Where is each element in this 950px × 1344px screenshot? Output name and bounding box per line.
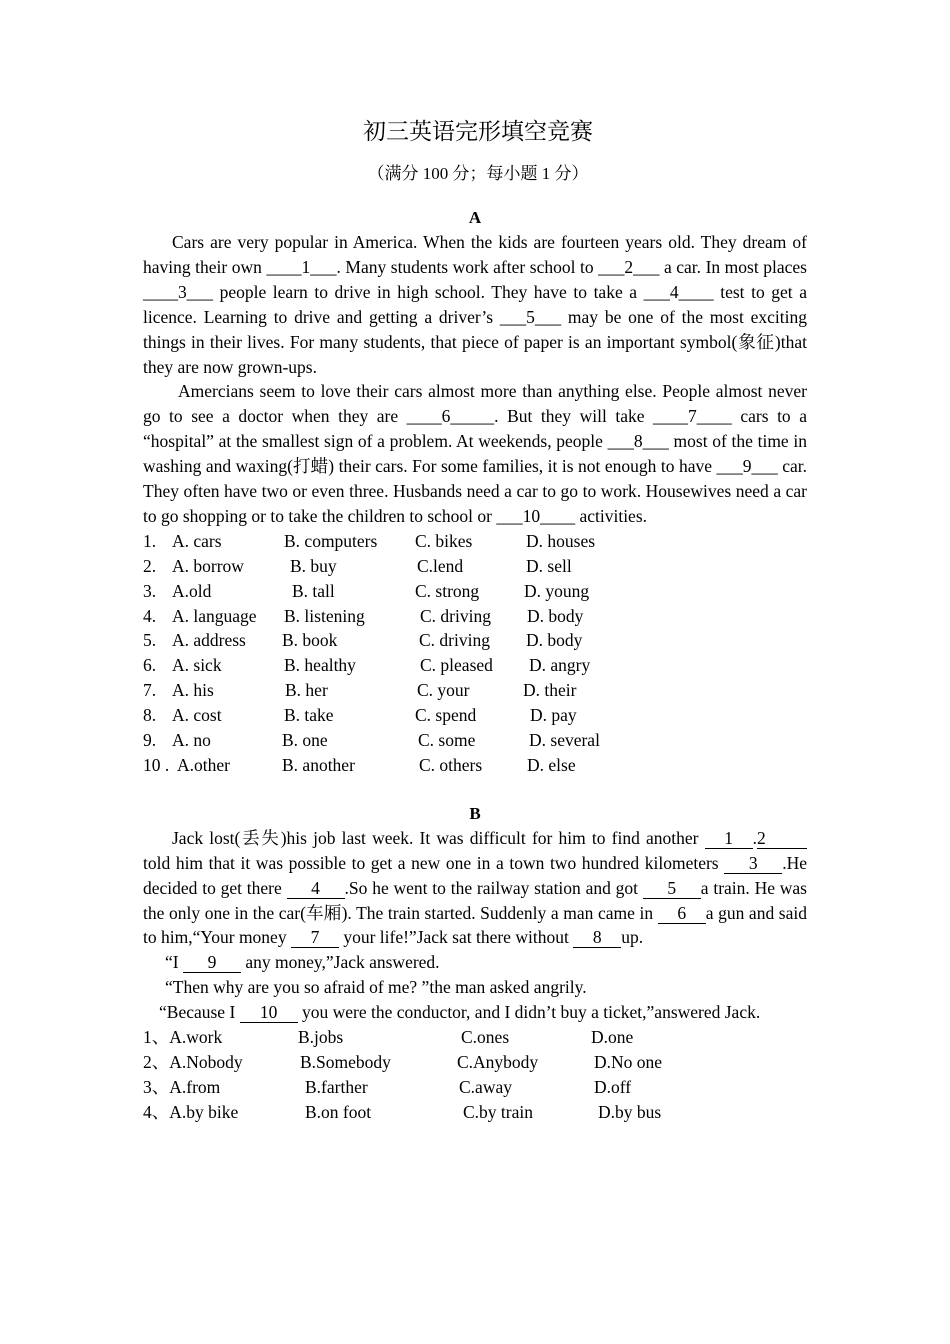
passage-text: Jack lost(丢失)his job last week. It was difficult for him to find another bbox=[172, 827, 705, 848]
option-c: C. some bbox=[418, 730, 476, 750]
option-a: A. borrow bbox=[172, 555, 244, 576]
section-b-paragraph-2 bbox=[143, 950, 807, 975]
blank-10: 10 bbox=[240, 1003, 298, 1023]
option-c: C. pleased bbox=[420, 655, 493, 676]
blank-3: 3 bbox=[724, 854, 782, 874]
question-number: 6. bbox=[143, 655, 157, 676]
question-number: 5. bbox=[143, 630, 157, 651]
section-b-paragraph-1 bbox=[143, 826, 807, 951]
page-title: 初三英语完形填空竞赛 bbox=[363, 119, 593, 144]
option-d: D. young bbox=[524, 580, 590, 601]
section-b-paragraph-3: “Then why are you so afraid of me? ”the man asked angrily. bbox=[165, 977, 587, 998]
option-a: A. address bbox=[172, 630, 246, 651]
option-d: D. else bbox=[527, 754, 576, 775]
option-d: D.No one bbox=[594, 1051, 663, 1072]
option-a: A.other bbox=[177, 754, 230, 775]
option-d: D. their bbox=[523, 680, 577, 701]
page-subtitle: （满分 100 分；每小题 1 分） bbox=[367, 164, 589, 183]
option-a: A. cost bbox=[172, 705, 222, 726]
option-a: A. his bbox=[172, 680, 214, 701]
exam-page bbox=[143, 112, 807, 1125]
option-d: D.one bbox=[591, 1027, 634, 1048]
option-row bbox=[143, 1025, 807, 1050]
blank-9: 9 bbox=[183, 953, 241, 973]
option-b: B. listening bbox=[284, 605, 365, 626]
option-b: B.Somebody bbox=[300, 1051, 391, 1072]
option-row bbox=[143, 753, 807, 778]
question-number: 10 . bbox=[143, 754, 170, 775]
passage-text: .He decided to get there bbox=[143, 852, 807, 898]
option-b: B. another bbox=[282, 754, 355, 775]
passage-text: told him that it was possible to get a new one in a town two hundred kilometers bbox=[143, 852, 725, 873]
blank-7: 7 bbox=[291, 928, 339, 948]
option-row bbox=[143, 628, 807, 653]
option-b: B. one bbox=[282, 730, 328, 750]
passage-text: your life!”Jack sat there without bbox=[338, 927, 574, 948]
passage-text: up. bbox=[621, 927, 644, 948]
option-row bbox=[143, 703, 807, 728]
option-c: C. your bbox=[417, 680, 470, 701]
option-b: B.jobs bbox=[298, 1027, 344, 1048]
option-c: C.away bbox=[459, 1076, 512, 1097]
option-b: B. healthy bbox=[284, 655, 356, 676]
section-a-paragraph-2: Amercians seem to love their cars almost more than anything else. People almost never go to see a doctor when they are ____6_____. But they will take ____7____ cars to a “hospital” at the smallest sign of a problem. At weekends, people ___8___ most of the time in washing and waxing(打蜡) their cars. For some families, it is not enough to have ___9___ car. They often have two or even three. Husbands need a car to go to work. Housewives need a car to go shopping or to take the children to school or ___10____ activities. bbox=[143, 381, 807, 526]
option-d: D.by bus bbox=[598, 1101, 662, 1122]
question-number: 7. bbox=[143, 680, 157, 701]
question-number: 4. bbox=[143, 605, 157, 626]
passage-text: “Because I bbox=[159, 1002, 240, 1023]
option-b: B. take bbox=[284, 705, 334, 726]
question-number: 1. bbox=[143, 530, 157, 551]
option-row bbox=[143, 1050, 807, 1075]
option-d: D. body bbox=[526, 630, 583, 651]
question-number: 8. bbox=[143, 705, 157, 726]
option-b: B. book bbox=[282, 630, 338, 651]
option-c: C.by train bbox=[463, 1101, 533, 1122]
question-number: 3. bbox=[143, 580, 157, 601]
option-d: D. houses bbox=[526, 530, 596, 551]
passage-text: a gun and said to him,“Your money bbox=[143, 902, 807, 948]
option-c: C.lend bbox=[417, 555, 464, 576]
option-d: D. sell bbox=[526, 555, 572, 576]
option-c: C. strong bbox=[415, 580, 480, 601]
option-row bbox=[143, 529, 807, 554]
passage-text: .So he went to the railway station and got bbox=[344, 877, 643, 898]
option-row bbox=[143, 653, 807, 678]
blank-8: 8 bbox=[573, 928, 621, 948]
passage-text: . bbox=[752, 827, 757, 848]
option-c: C. bikes bbox=[415, 530, 473, 551]
option-d: D.off bbox=[594, 1076, 632, 1097]
blank-2: 2 bbox=[757, 829, 807, 849]
blank-5: 5 bbox=[643, 879, 701, 899]
blank-4: 4 bbox=[287, 879, 345, 899]
option-d: D. several bbox=[529, 730, 600, 750]
passage-text: any money,”Jack answered. bbox=[240, 952, 440, 973]
section-b-paragraph-4 bbox=[143, 1000, 807, 1025]
question-number: 2. bbox=[143, 555, 157, 576]
option-d: D. body bbox=[527, 605, 584, 626]
option-row bbox=[143, 678, 807, 703]
passage-text: you were the conductor, and I didn’t buy a ticket,”answered Jack. bbox=[297, 1002, 761, 1023]
option-row bbox=[143, 579, 807, 604]
passage-text: a train. He was the only one in the car(车厢). The train started. Suddenly a man came in bbox=[143, 877, 807, 923]
option-a: 1、A.work bbox=[143, 1027, 223, 1048]
section-a-label: A bbox=[468, 208, 482, 227]
option-b: B. tall bbox=[292, 580, 335, 601]
option-b: B.on foot bbox=[305, 1101, 372, 1122]
option-c: C. driving bbox=[420, 605, 491, 626]
section-a-paragraph-1: Cars are very popular in America. When the kids are fourteen years old. They dream of having their own ____1___. Many students work after school to ___2___ a car. In most places ____3___ people learn to drive in high school. They have to take a ___4____ test to get a licence. Learning to drive and getting a driver’s ___5___ may be one of the most exciting things in their lives. For many students, that piece of paper is an important symbol(象征)that they are now grown-ups. bbox=[143, 232, 807, 377]
option-a: A. no bbox=[172, 730, 211, 750]
option-d: D. angry bbox=[529, 655, 591, 676]
option-row bbox=[143, 728, 807, 753]
option-c: C.Anybody bbox=[457, 1051, 539, 1072]
option-a: 4、A.by bike bbox=[143, 1101, 239, 1122]
option-b: B.farther bbox=[305, 1076, 368, 1097]
option-c: C.ones bbox=[461, 1027, 510, 1048]
option-a: 3、A.from bbox=[143, 1076, 221, 1097]
option-d: D. pay bbox=[530, 705, 577, 726]
option-b: B. computers bbox=[284, 530, 378, 551]
option-row bbox=[143, 1075, 807, 1100]
option-row bbox=[143, 1100, 807, 1125]
option-c: C. others bbox=[419, 754, 483, 775]
section-a-options bbox=[143, 529, 807, 778]
option-c: C. spend bbox=[415, 705, 477, 726]
option-a: A. language bbox=[172, 605, 257, 626]
option-a: 2、A.Nobody bbox=[143, 1051, 243, 1072]
option-a: A.old bbox=[172, 580, 212, 601]
option-row bbox=[143, 604, 807, 629]
option-b: B. her bbox=[285, 680, 328, 701]
option-a: A. sick bbox=[172, 655, 222, 676]
section-b-options bbox=[143, 1025, 807, 1125]
section-b-label: B bbox=[469, 803, 481, 823]
blank-1: 1 bbox=[705, 829, 753, 849]
option-c: C. driving bbox=[419, 630, 490, 651]
passage-text: “I bbox=[165, 952, 183, 973]
option-a: A. cars bbox=[172, 530, 222, 551]
option-b: B. buy bbox=[290, 555, 337, 576]
blank-6: 6 bbox=[658, 904, 706, 924]
option-row bbox=[143, 554, 807, 579]
question-number: 9. bbox=[143, 730, 157, 750]
